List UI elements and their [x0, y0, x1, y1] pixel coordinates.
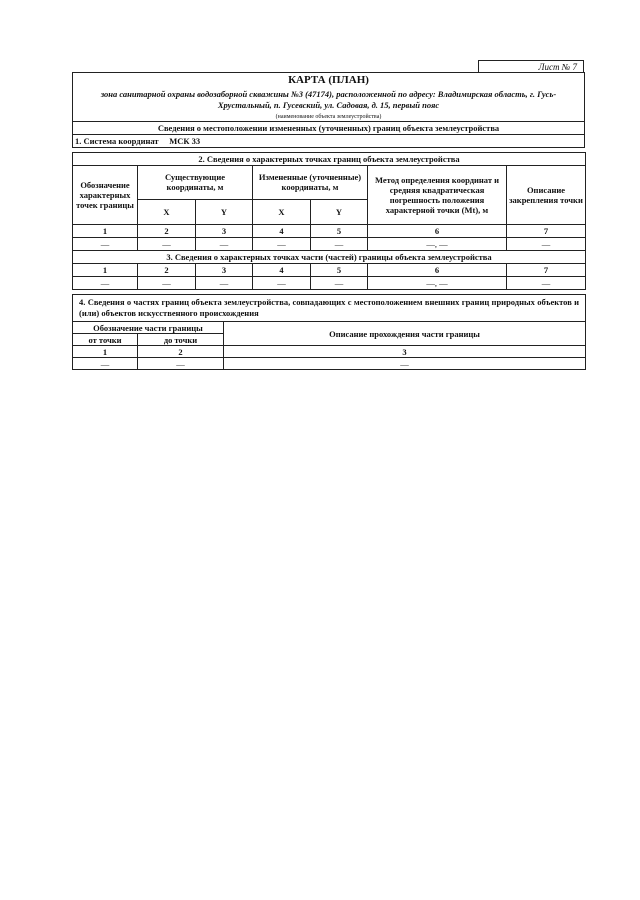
section-2-title: 2. Сведения о характерных точках границ объекта землеустройства [73, 153, 586, 166]
table-cell: — [507, 238, 586, 251]
table-cell: — [311, 277, 368, 290]
document-title: КАРТА (ПЛАН) [288, 74, 369, 86]
col-number: 7 [507, 264, 586, 277]
section-4-number-row [73, 346, 586, 358]
header-from-point: от точки [73, 334, 138, 346]
section-3-data-row [73, 277, 586, 290]
coordinate-system-row [73, 135, 585, 148]
col-number: 6 [368, 225, 507, 238]
header-changed-x: X [253, 199, 311, 224]
table-cell: —, — [368, 277, 507, 290]
col-number: 4 [253, 225, 311, 238]
section-4-table [72, 294, 586, 370]
col-number: 1 [73, 264, 138, 277]
coordinate-system-value: МСК 33 [169, 136, 201, 146]
section-3-number-row [73, 264, 586, 277]
table-cell: — [196, 238, 253, 251]
table-cell: — [196, 277, 253, 290]
col-number: 5 [311, 225, 368, 238]
table-cell: — [73, 277, 138, 290]
header-part-designation: Обозначение части границы [73, 322, 224, 334]
header-changed-coordinates: Измененные (уточненные) координаты, м [253, 166, 368, 200]
col-number: 4 [253, 264, 311, 277]
col-number: 3 [196, 225, 253, 238]
col-number: 1 [73, 225, 138, 238]
section-2-number-row [73, 225, 586, 238]
title-block [72, 72, 585, 148]
table-cell: — [138, 277, 196, 290]
header-passage-description: Описание прохождения части границы [224, 322, 586, 346]
header-method: Метод определения координат и средняя квадратическая погрешность положения характерной точки (Mt), м [368, 166, 507, 225]
header-fixing-description: Описание закрепления точки [507, 166, 586, 225]
document-caption: (наименование объекта землеустройства) [275, 114, 382, 120]
table-cell: — [73, 358, 138, 370]
table-cell: — [138, 358, 224, 370]
section-4-title: 4. Сведения о частях границ объекта землеустройства, совпадающих с местоположением внешних границ природных объектов и (или) объектов искусственного происхождения [73, 295, 586, 322]
location-section-header: Сведения о местоположении измененных (уточненных) границ объекта землеустройства [73, 122, 585, 135]
col-number: 2 [138, 346, 224, 358]
table-cell: — [73, 238, 138, 251]
table-cell: — [224, 358, 586, 370]
section-2-table [72, 152, 586, 290]
section-3-title: 3. Сведения о характерных точках части (частей) границы объекта землеустройства [73, 251, 586, 264]
section-2-data-row [73, 238, 586, 251]
coordinate-system-label: 1. Система координат [75, 136, 159, 146]
table-cell: — [507, 277, 586, 290]
col-number: 3 [224, 346, 586, 358]
table-cell: —, — [368, 238, 507, 251]
col-number: 6 [368, 264, 507, 277]
title-cell [73, 73, 585, 122]
header-existing-x: X [138, 199, 196, 224]
table-cell: — [311, 238, 368, 251]
col-number: 2 [138, 264, 196, 277]
sheet-number-label: Лист № 7 [478, 60, 584, 73]
table-cell: — [138, 238, 196, 251]
table-cell: — [253, 277, 311, 290]
header-changed-y: Y [311, 199, 368, 224]
header-existing-y: Y [196, 199, 253, 224]
table-cell: — [253, 238, 311, 251]
document-description: зона санитарной охраны водозаборной скважины №3 (47174), расположенной по адресу: Владимирская область, г. Гусь-Хрустальный, п. Гусевский, ул. Садовая, д. 15, первый пояс [100, 89, 557, 110]
col-number: 3 [196, 264, 253, 277]
col-number: 7 [507, 225, 586, 238]
col-number: 2 [138, 225, 196, 238]
col-number: 1 [73, 346, 138, 358]
header-existing-coordinates: Существующие координаты, м [138, 166, 253, 200]
col-number: 5 [311, 264, 368, 277]
survey-form [72, 72, 585, 370]
header-designation: Обозначение характерных точек границы [73, 166, 138, 225]
header-to-point: до точки [138, 334, 224, 346]
section-4-data-row [73, 358, 586, 370]
